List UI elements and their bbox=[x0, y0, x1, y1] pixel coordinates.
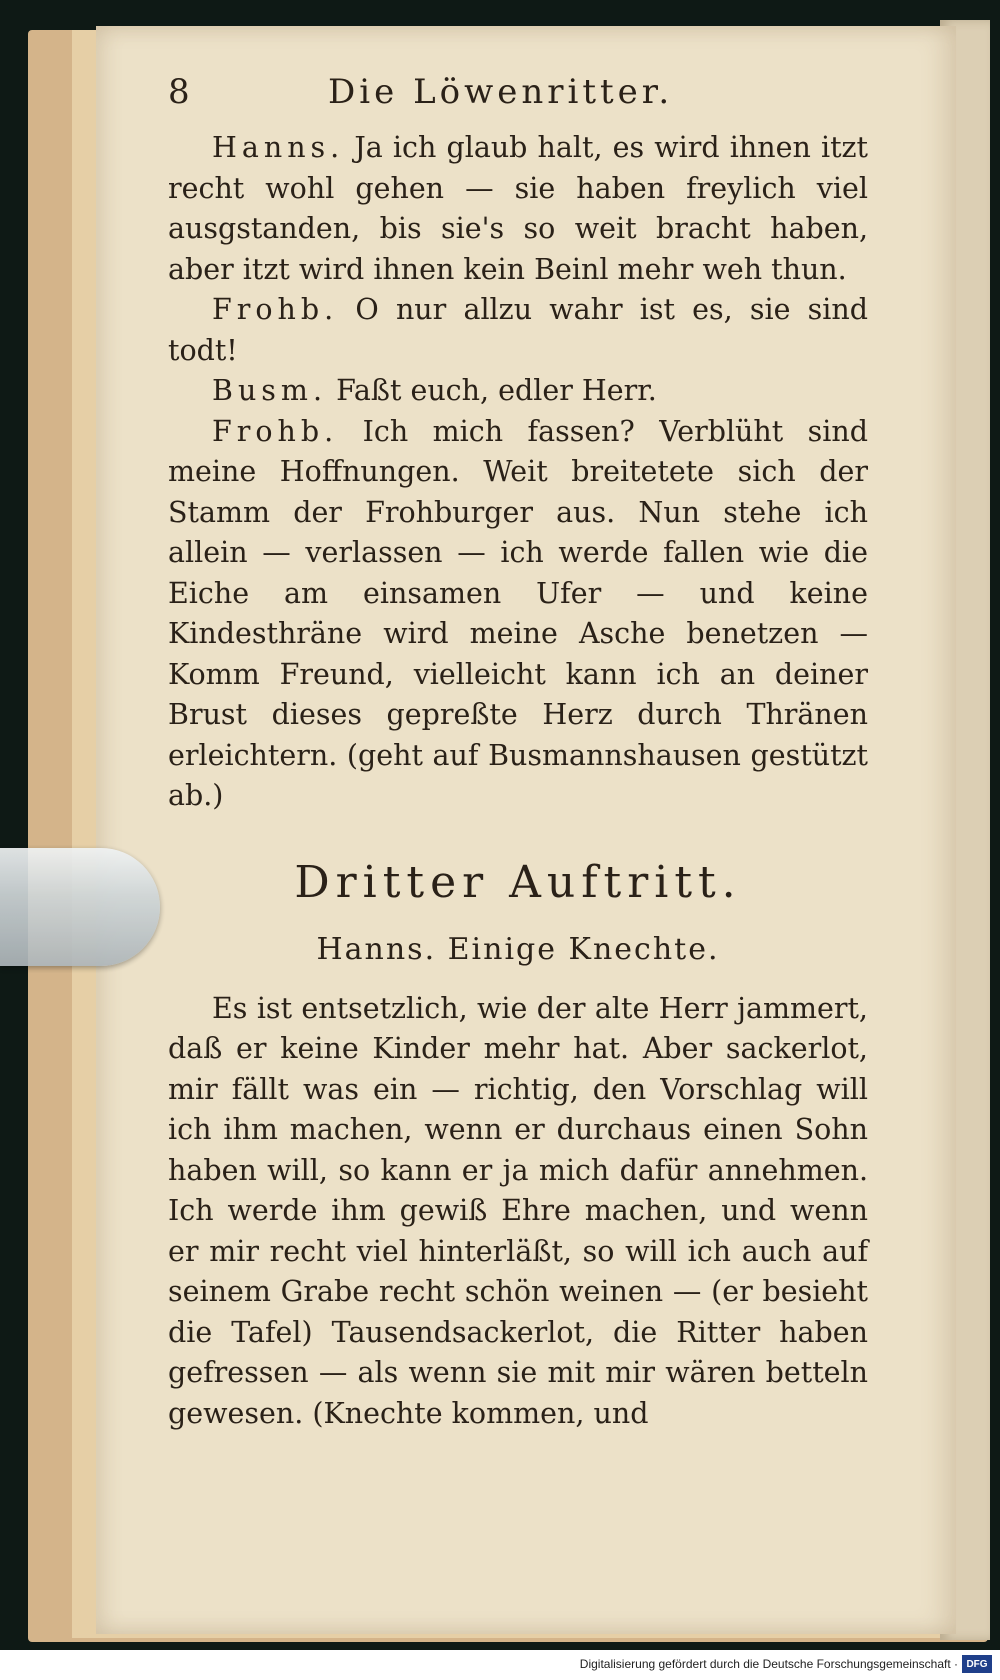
paragraph-hanns-monologue: Es ist entsetzlich, wie der alte Herr jammert, daß er keine Kinder mehr hat. Aber sackerlot, mir fällt was ein — richtig, den Vorschlag will ich ihm machen, wenn er durchaus einen Sohn haben will, so kann er ja mich dafür annehmen. Ich werde ihm gewiß Ehre machen, und wenn er mir recht viel hinterläßt, so will ich auch auf seinem Grabe recht schön weinen — (er besieht die Tafel) Tausendsackerlot, die Ritter haben gefressen — als wenn sie mit mir wären betteln gewesen. (Knechte kommen, und bbox=[168, 991, 868, 1430]
speech-text: Ich mich fassen? Verblüht sind meine Hoffnungen. Weit breitetete sich der Stamm der Frohburger aus. Nun stehe ich allein — verlassen — ich werde fallen wie die Eiche am einsamen Ufer — und keine Kindesthräne wird meine Asche benetzen — Komm Freund, vielleicht kann ich an deiner Brust dieses gepreßte Herz durch Thränen erleichtern. (geht auf Busmannshausen gestützt ab.) bbox=[168, 414, 868, 812]
running-title: Die Löwenritter. bbox=[328, 72, 674, 112]
running-head bbox=[168, 72, 868, 112]
dfg-logo-icon: DFG bbox=[962, 1655, 992, 1673]
page-text bbox=[168, 72, 868, 1434]
page-clip bbox=[0, 848, 160, 966]
speaker-name: Frohb. bbox=[212, 414, 339, 448]
footer-credit: Digitalisierung gefördert durch die Deutsche Forschungsgemeinschaft · bbox=[579, 1657, 958, 1671]
scene-heading: Dritter Auftritt. bbox=[294, 856, 742, 908]
speaker-name: Busm. bbox=[212, 374, 328, 407]
paragraph-frohb-1 bbox=[168, 290, 868, 371]
scene-cast: Hanns. Einige Knechte. bbox=[316, 931, 720, 967]
paragraph-hanns bbox=[168, 128, 868, 290]
speech-text: Ja ich glaub halt, es wird ihnen itzt recht wohl gehen — sie haben freylich viel ausgstanden, bis sie's so weit bracht haben, aber itzt wird ihnen kein Beinl mehr weh thun. bbox=[168, 131, 868, 286]
paragraph-frohb-2 bbox=[168, 412, 868, 817]
speech-text: Faßt euch, edler Herr. bbox=[327, 374, 657, 407]
paragraph-busm bbox=[168, 371, 868, 412]
page-number: 8 bbox=[168, 72, 191, 112]
speaker-name: Hanns. bbox=[212, 131, 345, 164]
speech-text: O nur allzu wahr ist es, sie sind todt! bbox=[168, 293, 868, 367]
speaker-name: Frohb. bbox=[212, 293, 339, 326]
